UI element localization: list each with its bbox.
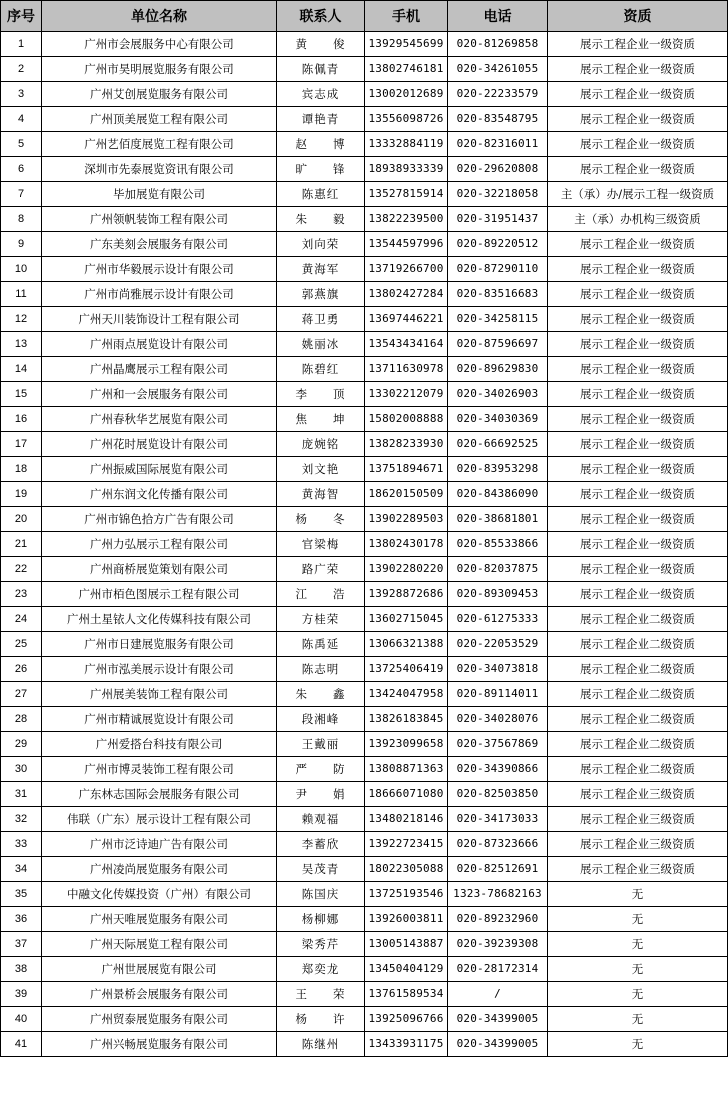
cell-contact-person: 陈佩青 [277,57,365,82]
cell-company-name: 广州展美装饰工程有限公司 [42,682,277,707]
cell-qualification: 无 [548,1007,728,1032]
cell-phone: 020-87323666 [448,832,548,857]
cell-contact-person: 陈惠红 [277,182,365,207]
cell-index: 23 [1,582,42,607]
cell-qualification: 展示工程企业三级资质 [548,782,728,807]
cell-company-name: 广州领帆装饰工程有限公司 [42,207,277,232]
cell-contact-person: 蒋卫勇 [277,307,365,332]
cell-contact-person: 严 防 [277,757,365,782]
cell-contact-person: 姚丽冰 [277,332,365,357]
cell-qualification: 展示工程企业一级资质 [548,382,728,407]
cell-company-name: 广州贸泰展览服务有限公司 [42,1007,277,1032]
cell-contact-person: 段湘峰 [277,707,365,732]
cell-index: 31 [1,782,42,807]
cell-index: 18 [1,457,42,482]
cell-qualification: 展示工程企业一级资质 [548,457,728,482]
table-row [1,257,728,282]
cell-phone: 020-34026903 [448,382,548,407]
cell-index: 33 [1,832,42,857]
cell-contact-person: 黄海智 [277,482,365,507]
cell-phone: 1323-78682163 [448,882,548,907]
cell-mobile: 13066321388 [365,632,448,657]
cell-index: 11 [1,282,42,307]
cell-qualification: 无 [548,932,728,957]
cell-contact-person: 杨 冬 [277,507,365,532]
cell-phone: 020-83953298 [448,457,548,482]
cell-index: 14 [1,357,42,382]
cell-contact-person: 陈碧红 [277,357,365,382]
cell-contact-person: 朱 毅 [277,207,365,232]
cell-phone: 020-34261055 [448,57,548,82]
cell-index: 38 [1,957,42,982]
cell-index: 36 [1,907,42,932]
cell-company-name: 广州市栢色图展示工程有限公司 [42,582,277,607]
cell-phone: 020-66692525 [448,432,548,457]
cell-mobile: 13424047958 [365,682,448,707]
cell-index: 39 [1,982,42,1007]
cell-qualification: 展示工程企业一级资质 [548,407,728,432]
cell-qualification: 展示工程企业一级资质 [548,282,728,307]
cell-phone: 020-22233579 [448,82,548,107]
cell-index: 32 [1,807,42,832]
cell-contact-person: 郑奕龙 [277,957,365,982]
cell-index: 25 [1,632,42,657]
table-row [1,182,728,207]
cell-index: 24 [1,607,42,632]
cell-company-name: 广州市尚雅展示设计有限公司 [42,282,277,307]
cell-company-name: 毕加展览有限公司 [42,182,277,207]
table-row [1,657,728,682]
cell-contact-person: 吴茂青 [277,857,365,882]
cell-mobile: 18666071080 [365,782,448,807]
cell-company-name: 广州凌尚展览服务有限公司 [42,857,277,882]
cell-company-name: 广州力弘展示工程有限公司 [42,532,277,557]
header-row [1,1,728,32]
cell-mobile: 13332884119 [365,132,448,157]
cell-qualification: 展示工程企业一级资质 [548,357,728,382]
cell-contact-person: 黄海军 [277,257,365,282]
cell-index: 22 [1,557,42,582]
header-mobile: 手机 [365,1,448,32]
cell-company-name: 广州和一会展服务有限公司 [42,382,277,407]
cell-mobile: 13556098726 [365,107,448,132]
cell-index: 21 [1,532,42,557]
cell-mobile: 13925096766 [365,1007,448,1032]
cell-phone: 020-82316011 [448,132,548,157]
cell-phone: 020-34258115 [448,307,548,332]
cell-phone: 020-82512691 [448,857,548,882]
cell-company-name: 广州市锦色拾方广告有限公司 [42,507,277,532]
cell-company-name: 广州土星铱人文化传媒科技有限公司 [42,607,277,632]
cell-contact-person: 陈继州 [277,1032,365,1057]
cell-company-name: 广州天唯展览服务有限公司 [42,907,277,932]
table-row [1,1007,728,1032]
cell-mobile: 13923099658 [365,732,448,757]
table-row [1,632,728,657]
table-row [1,482,728,507]
cell-company-name: 广州晶鹰展示工程有限公司 [42,357,277,382]
cell-mobile: 13433931175 [365,1032,448,1057]
cell-qualification: 无 [548,882,728,907]
cell-company-name: 广州雨点展览设计有限公司 [42,332,277,357]
cell-qualification: 展示工程企业一级资质 [548,257,728,282]
cell-index: 40 [1,1007,42,1032]
cell-mobile: 13902289503 [365,507,448,532]
cell-index: 17 [1,432,42,457]
cell-mobile: 13697446221 [365,307,448,332]
cell-qualification: 展示工程企业一级资质 [548,582,728,607]
cell-company-name: 广州市昊明展览服务有限公司 [42,57,277,82]
cell-company-name: 广州景桥会展服务有限公司 [42,982,277,1007]
table-row [1,582,728,607]
cell-index: 10 [1,257,42,282]
cell-index: 4 [1,107,42,132]
cell-company-name: 广州艾创展览服务有限公司 [42,82,277,107]
cell-index: 27 [1,682,42,707]
cell-phone: 020-22053529 [448,632,548,657]
cell-phone: 020-34390866 [448,757,548,782]
cell-phone: / [448,982,548,1007]
cell-mobile: 13719266700 [365,257,448,282]
cell-contact-person: 梁秀芹 [277,932,365,957]
table-row [1,782,728,807]
cell-contact-person: 官梁梅 [277,532,365,557]
cell-qualification: 展示工程企业三级资质 [548,857,728,882]
cell-mobile: 13527815914 [365,182,448,207]
table-row [1,57,728,82]
table-row [1,957,728,982]
cell-company-name: 广州东润文化传播有限公司 [42,482,277,507]
header-phone: 电话 [448,1,548,32]
cell-phone: 020-32218058 [448,182,548,207]
cell-phone: 020-37567869 [448,732,548,757]
cell-qualification: 展示工程企业一级资质 [548,507,728,532]
cell-qualification: 展示工程企业二级资质 [548,657,728,682]
cell-company-name: 广州兴畅展览服务有限公司 [42,1032,277,1057]
cell-company-name: 伟联（广东）展示设计工程有限公司 [42,807,277,832]
cell-mobile: 13808871363 [365,757,448,782]
header-index: 序号 [1,1,42,32]
cell-company-name: 广州市精诚展览设计有限公司 [42,707,277,732]
table-row [1,382,728,407]
cell-contact-person: 杨柳娜 [277,907,365,932]
table-body [1,32,728,1057]
cell-mobile: 18938933339 [365,157,448,182]
cell-phone: 020-89629830 [448,357,548,382]
cell-company-name: 广州市会展服务中心有限公司 [42,32,277,57]
table-row [1,907,728,932]
cell-qualification: 展示工程企业二级资质 [548,682,728,707]
cell-company-name: 广州爱搭台科技有限公司 [42,732,277,757]
table-header [1,1,728,32]
cell-index: 12 [1,307,42,332]
cell-phone: 020-84386090 [448,482,548,507]
cell-qualification: 展示工程企业三级资质 [548,807,728,832]
cell-qualification: 展示工程企业一级资质 [548,332,728,357]
cell-phone: 020-89309453 [448,582,548,607]
cell-company-name: 广州花时展览设计有限公司 [42,432,277,457]
cell-qualification: 主（承）办/展示工程一级资质 [548,182,728,207]
cell-contact-person: 杨 许 [277,1007,365,1032]
cell-contact-person: 刘向荣 [277,232,365,257]
cell-phone: 020-82037875 [448,557,548,582]
cell-qualification: 展示工程企业一级资质 [548,132,728,157]
cell-mobile: 13450404129 [365,957,448,982]
table-row [1,32,728,57]
cell-phone: 020-38681801 [448,507,548,532]
cell-phone: 020-89232960 [448,907,548,932]
cell-phone: 020-89220512 [448,232,548,257]
cell-mobile: 13725193546 [365,882,448,907]
cell-mobile: 15802008888 [365,407,448,432]
cell-mobile: 13928872686 [365,582,448,607]
cell-phone: 020-34173033 [448,807,548,832]
cell-qualification: 展示工程企业一级资质 [548,107,728,132]
cell-mobile: 13711630978 [365,357,448,382]
cell-qualification: 展示工程企业一级资质 [548,157,728,182]
table-row [1,557,728,582]
cell-mobile: 13602715045 [365,607,448,632]
cell-company-name: 广州市日建展览服务有限公司 [42,632,277,657]
cell-mobile: 18620150509 [365,482,448,507]
table-row [1,807,728,832]
cell-company-name: 广州市华毅展示设计有限公司 [42,257,277,282]
cell-contact-person: 王 荣 [277,982,365,1007]
cell-qualification: 展示工程企业一级资质 [548,82,728,107]
cell-company-name: 广州市泓美展示设计有限公司 [42,657,277,682]
cell-qualification: 展示工程企业一级资质 [548,232,728,257]
cell-contact-person: 陈志明 [277,657,365,682]
table-row [1,282,728,307]
table-row [1,932,728,957]
cell-phone: 020-81269858 [448,32,548,57]
cell-contact-person: 陈国庆 [277,882,365,907]
table-row [1,132,728,157]
cell-contact-person: 谭艳青 [277,107,365,132]
cell-contact-person: 尹 娟 [277,782,365,807]
cell-company-name: 广东美刻会展服务有限公司 [42,232,277,257]
cell-mobile: 13822239500 [365,207,448,232]
cell-phone: 020-34399005 [448,1032,548,1057]
cell-contact-person: 黄 俊 [277,32,365,57]
cell-company-name: 广州市博灵装饰工程有限公司 [42,757,277,782]
cell-index: 13 [1,332,42,357]
cell-mobile: 13480218146 [365,807,448,832]
cell-contact-person: 方桂荣 [277,607,365,632]
cell-company-name: 广州商桥展览策划有限公司 [42,557,277,582]
cell-index: 26 [1,657,42,682]
table-row [1,82,728,107]
cell-qualification: 展示工程企业一级资质 [548,307,728,332]
cell-phone: 020-34399005 [448,1007,548,1032]
cell-phone: 020-89114011 [448,682,548,707]
table-row [1,407,728,432]
cell-index: 19 [1,482,42,507]
cell-phone: 020-29620808 [448,157,548,182]
cell-contact-person: 郭燕旗 [277,282,365,307]
cell-mobile: 13802746181 [365,57,448,82]
table-row [1,157,728,182]
table-row [1,507,728,532]
cell-qualification: 无 [548,957,728,982]
cell-contact-person: 路广荣 [277,557,365,582]
cell-phone: 020-83548795 [448,107,548,132]
cell-phone: 020-34028076 [448,707,548,732]
cell-phone: 020-82503850 [448,782,548,807]
cell-index: 2 [1,57,42,82]
table-row [1,207,728,232]
table-row [1,307,728,332]
cell-company-name: 广东林志国际会展服务有限公司 [42,782,277,807]
cell-contact-person: 赖观福 [277,807,365,832]
cell-index: 9 [1,232,42,257]
cell-qualification: 无 [548,907,728,932]
cell-company-name: 广州天际展览工程有限公司 [42,932,277,957]
header-qualification: 资质 [548,1,728,32]
cell-phone: 020-87596697 [448,332,548,357]
cell-phone: 020-31951437 [448,207,548,232]
cell-mobile: 13926003811 [365,907,448,932]
cell-qualification: 展示工程企业一级资质 [548,557,728,582]
cell-phone: 020-34030369 [448,407,548,432]
cell-mobile: 13544597996 [365,232,448,257]
cell-company-name: 广州振威国际展览有限公司 [42,457,277,482]
cell-index: 29 [1,732,42,757]
table-row [1,732,728,757]
table-row [1,682,728,707]
table-row [1,1032,728,1057]
cell-qualification: 无 [548,982,728,1007]
cell-company-name: 广州世展展览有限公司 [42,957,277,982]
cell-mobile: 13725406419 [365,657,448,682]
table-row [1,757,728,782]
cell-phone: 020-85533866 [448,532,548,557]
table-row [1,432,728,457]
cell-contact-person: 庞婉铭 [277,432,365,457]
cell-qualification: 展示工程企业三级资质 [548,832,728,857]
table-row [1,457,728,482]
table-row [1,607,728,632]
cell-qualification: 展示工程企业一级资质 [548,432,728,457]
cell-index: 16 [1,407,42,432]
cell-contact-person: 赵 博 [277,132,365,157]
cell-qualification: 展示工程企业二级资质 [548,607,728,632]
cell-contact-person: 焦 坤 [277,407,365,432]
table-row [1,357,728,382]
cell-mobile: 13802427284 [365,282,448,307]
cell-index: 37 [1,932,42,957]
cell-mobile: 18022305088 [365,857,448,882]
cell-company-name: 广州春秋华艺展览有限公司 [42,407,277,432]
cell-mobile: 13922723415 [365,832,448,857]
cell-mobile: 13543434164 [365,332,448,357]
cell-contact-person: 宾志成 [277,82,365,107]
cell-mobile: 13005143887 [365,932,448,957]
cell-company-name: 深圳市先泰展览资讯有限公司 [42,157,277,182]
cell-index: 20 [1,507,42,532]
table-row [1,707,728,732]
cell-company-name: 广州艺佰度展览工程有限公司 [42,132,277,157]
cell-phone: 020-87290110 [448,257,548,282]
cell-contact-person: 江 浩 [277,582,365,607]
cell-index: 30 [1,757,42,782]
cell-mobile: 13826183845 [365,707,448,732]
cell-mobile: 13802430178 [365,532,448,557]
cell-contact-person: 陈禹延 [277,632,365,657]
cell-qualification: 展示工程企业二级资质 [548,757,728,782]
cell-index: 15 [1,382,42,407]
cell-index: 6 [1,157,42,182]
cell-contact-person: 李蓄欣 [277,832,365,857]
table-row [1,232,728,257]
cell-qualification: 展示工程企业二级资质 [548,632,728,657]
cell-mobile: 13002012689 [365,82,448,107]
cell-qualification: 主（承）办机构三级资质 [548,207,728,232]
cell-mobile: 13751894671 [365,457,448,482]
cell-index: 7 [1,182,42,207]
cell-mobile: 13902280220 [365,557,448,582]
cell-mobile: 13929545699 [365,32,448,57]
cell-qualification: 展示工程企业一级资质 [548,57,728,82]
cell-phone: 020-61275333 [448,607,548,632]
table-row [1,107,728,132]
table-row [1,532,728,557]
cell-index: 35 [1,882,42,907]
cell-qualification: 展示工程企业二级资质 [548,732,728,757]
cell-index: 28 [1,707,42,732]
cell-index: 3 [1,82,42,107]
cell-qualification: 展示工程企业一级资质 [548,482,728,507]
cell-index: 41 [1,1032,42,1057]
cell-phone: 020-39239308 [448,932,548,957]
cell-mobile: 13828233930 [365,432,448,457]
header-company-name: 单位名称 [42,1,277,32]
table-row [1,857,728,882]
cell-company-name: 广州市泛诗迪广告有限公司 [42,832,277,857]
cell-company-name: 广州顶美展览工程有限公司 [42,107,277,132]
table-row [1,882,728,907]
table-row [1,332,728,357]
cell-mobile: 13761589534 [365,982,448,1007]
cell-company-name: 中融文化传媒投资（广州）有限公司 [42,882,277,907]
cell-index: 1 [1,32,42,57]
cell-contact-person: 李 顶 [277,382,365,407]
cell-company-name: 广州天川装饰设计工程有限公司 [42,307,277,332]
cell-contact-person: 王戴丽 [277,732,365,757]
cell-contact-person: 旷 锋 [277,157,365,182]
cell-phone: 020-34073818 [448,657,548,682]
cell-phone: 020-28172314 [448,957,548,982]
cell-index: 8 [1,207,42,232]
cell-qualification: 展示工程企业二级资质 [548,707,728,732]
cell-phone: 020-83516683 [448,282,548,307]
cell-qualification: 无 [548,1032,728,1057]
cell-mobile: 13302212079 [365,382,448,407]
cell-contact-person: 朱 鑫 [277,682,365,707]
cell-index: 5 [1,132,42,157]
cell-qualification: 展示工程企业一级资质 [548,532,728,557]
table-row [1,982,728,1007]
table-row [1,832,728,857]
cell-qualification: 展示工程企业一级资质 [548,32,728,57]
header-contact-person: 联系人 [277,1,365,32]
cell-index: 34 [1,857,42,882]
cell-contact-person: 刘文艳 [277,457,365,482]
